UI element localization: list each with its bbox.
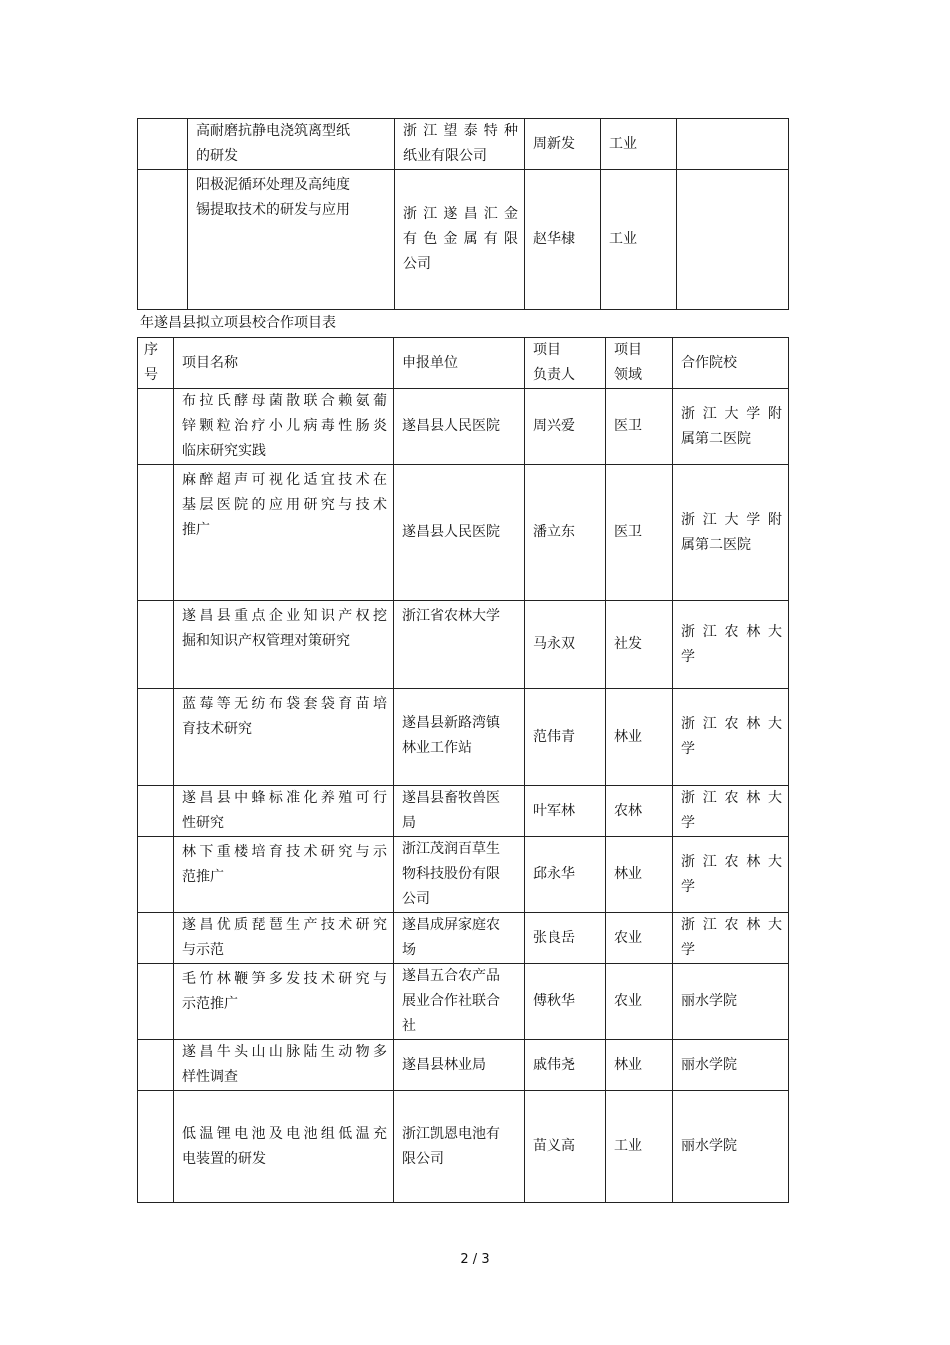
applicant-unit: 浙江凯恩电池有 限公司 [394,1091,525,1203]
applicant-unit: 遂昌县林业局 [394,1040,525,1091]
header-name: 项目名称 [174,338,394,389]
project-name: 布拉氏酵母菌散联合赖氨葡 锌颗粒治疗小儿病毒性肠炎 临床研究实践 [174,389,394,465]
project-leader: 潘立东 [525,465,606,601]
project-leader: 叶军林 [525,786,606,837]
partner-school: 浙 江 农 林 大 学 [673,601,789,689]
partner-school: 浙 江 农 林 大 学 [673,837,789,913]
project-table [137,337,789,1203]
project-name: 麻醉超声可视化适宜技术在 基层医院的应用研究与技术 推广 [174,465,394,601]
project-name: 遂昌牛头山山脉陆生动物多 样性调查 [174,1040,394,1091]
row-no [138,913,174,964]
project-field: 农业 [606,913,673,964]
project-leader: 周新发 [525,119,601,170]
applicant-unit: 浙江茂润百草生 物科技股份有限 公司 [394,837,525,913]
project-leader: 赵华棣 [525,170,601,310]
row-no [138,389,174,465]
project-field: 农林 [606,786,673,837]
project-field: 医卫 [606,389,673,465]
applicant-unit: 遂昌成屏家庭农 场 [394,913,525,964]
row-no [138,689,174,786]
project-field: 工业 [601,170,677,310]
table-row [138,1040,789,1091]
partner-school [677,170,789,310]
header-unit: 申报单位 [394,338,525,389]
project-leader: 马永双 [525,601,606,689]
row-no [138,601,174,689]
project-name: 蓝莓等无纺布袋套袋育苗培 育技术研究 [174,689,394,786]
row-no [138,964,174,1040]
table-continued [137,118,789,310]
project-name: 遂昌县中蜂标准化养殖可行 性研究 [174,786,394,837]
row-no [138,465,174,601]
applicant-unit: 浙 江 望 泰 特 种 纸业有限公司 [395,119,525,170]
project-field: 医卫 [606,465,673,601]
applicant-unit: 浙 江 遂 昌 汇 金 有 色 金 属 有 限 公司 [395,170,525,310]
project-field: 林业 [606,837,673,913]
project-name: 阳极泥循环处理及高纯度 锡提取技术的研发与应用 [188,170,395,310]
table-row [138,465,789,601]
partner-school: 丽水学院 [673,1040,789,1091]
project-leader: 戚伟尧 [525,1040,606,1091]
applicant-unit: 遂昌五合农产品 展业合作社联合 社 [394,964,525,1040]
applicant-unit: 遂昌县新路湾镇 林业工作站 [394,689,525,786]
project-leader: 周兴爱 [525,389,606,465]
project-leader: 范伟青 [525,689,606,786]
table-row [138,170,789,310]
table-row [138,913,789,964]
partner-school: 浙 江 大 学 附 属第二医院 [673,465,789,601]
row-no [138,1091,174,1203]
table-row [138,689,789,786]
table-row [138,964,789,1040]
partner-school: 浙 江 农 林 大 学 [673,786,789,837]
header-partner: 合作院校 [673,338,789,389]
project-name: 林下重楼培育技术研究与示 范推广 [174,837,394,913]
applicant-unit: 遂昌县人民医院 [394,389,525,465]
project-field: 林业 [606,1040,673,1091]
project-name: 高耐磨抗静电浇筑离型纸 的研发 [188,119,395,170]
header-no: 序 号 [138,338,174,389]
table-row [138,119,789,170]
project-field: 社发 [606,601,673,689]
table-caption: 年遂昌县拟立项县校合作项目表 [140,315,336,331]
row-no [138,837,174,913]
project-leader: 邱永华 [525,837,606,913]
table-row [138,601,789,689]
project-leader: 张良岳 [525,913,606,964]
table-row [138,1091,789,1203]
partner-school: 丽水学院 [673,1091,789,1203]
project-name: 毛竹林鞭笋多发技术研究与 示范推广 [174,964,394,1040]
project-leader: 傅秋华 [525,964,606,1040]
partner-school: 浙 江 大 学 附 属第二医院 [673,389,789,465]
table-row [138,837,789,913]
row-no [138,786,174,837]
partner-school: 浙 江 农 林 大 学 [673,689,789,786]
header-field: 项目 领域 [606,338,673,389]
project-field: 工业 [606,1091,673,1203]
project-name: 低温锂电池及电池组低温充 电装置的研发 [174,1091,394,1203]
applicant-unit: 浙江省农林大学 [394,601,525,689]
table-row [138,786,789,837]
partner-school [677,119,789,170]
row-no [138,170,188,310]
header-leader: 项目 负责人 [525,338,606,389]
project-name: 遂昌优质琵琶生产技术研究 与示范 [174,913,394,964]
project-field: 工业 [601,119,677,170]
project-name: 遂昌县重点企业知识产权挖 掘和知识产权管理对策研究 [174,601,394,689]
row-no [138,1040,174,1091]
table-row [138,389,789,465]
page-number: 2 / 3 [460,1252,490,1267]
partner-school: 丽水学院 [673,964,789,1040]
partner-school: 浙 江 农 林 大 学 [673,913,789,964]
table-header-row [138,338,789,389]
project-field: 林业 [606,689,673,786]
row-no [138,119,188,170]
applicant-unit: 遂昌县畜牧兽医 局 [394,786,525,837]
applicant-unit: 遂昌县人民医院 [394,465,525,601]
project-field: 农业 [606,964,673,1040]
project-leader: 苗义高 [525,1091,606,1203]
